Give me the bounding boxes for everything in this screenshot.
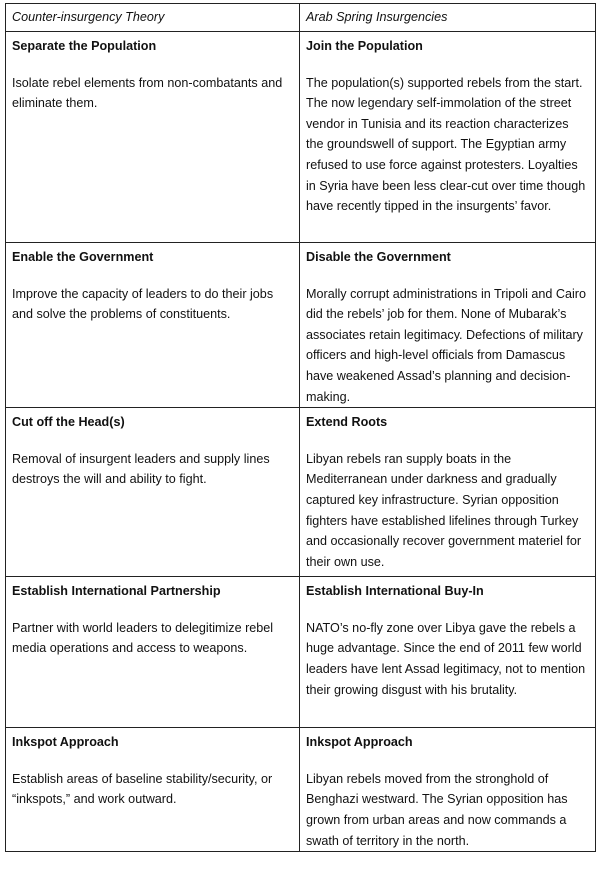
theory-description: Improve the capacity of leaders to do their jobs and solve the problems of constituents. [12, 286, 274, 322]
insurgency-cell [300, 408, 596, 577]
insurgency-title: Inkspot Approach [306, 735, 413, 750]
table-header-row [6, 4, 596, 32]
insurgency-title: Establish International Buy-In [306, 584, 484, 599]
insurgency-description: Libyan rebels moved from the stronghold of Benghazi westward. The Syrian opposition has grown from urban areas and now commands a swath of territory in the north. [306, 771, 568, 848]
theory-title: Establish International Partnership [12, 584, 221, 599]
insurgency-title: Extend Roots [306, 415, 388, 430]
theory-cell [6, 577, 300, 728]
theory-title: Inkspot Approach [12, 735, 119, 750]
theory-cell [6, 243, 300, 408]
comparison-table [5, 3, 596, 852]
insurgency-title: Join the Population [306, 39, 423, 53]
theory-title: Enable the Government [12, 250, 154, 264]
table-row [6, 577, 596, 728]
theory-title: Separate the Population [12, 39, 157, 53]
insurgency-description: Morally corrupt administrations in Tripoli and Cairo did the rebels’ job for them. None of Mubarak’s associates retain legitimacy. Defections of military officers and high-level officials from Damascus have weakened Assad’s planning and decision-making. [306, 286, 586, 404]
table-row [6, 32, 596, 243]
table-row [6, 728, 596, 852]
table-row [6, 408, 596, 577]
insurgency-cell [300, 243, 596, 408]
insurgency-description: The population(s) supported rebels from the start. The now legendary self-immolation of the street vendor in Tunisia and its reaction characterizes the groundswell of support. The Egyptian army refused to use force against protesters. Loyalties in Syria have been less clear-cut over time though have recently tipped in the insurgents’ favor. [306, 75, 586, 214]
theory-description: Establish areas of baseline stability/security, or “inkspots,” and work outward. [12, 771, 273, 807]
insurgency-cell [300, 32, 596, 243]
theory-description: Partner with world leaders to delegitimize rebel media operations and access to weapons. [12, 620, 274, 656]
column-header-right: Arab Spring Insurgencies [300, 4, 596, 32]
insurgency-title: Disable the Government [306, 250, 451, 264]
theory-description: Isolate rebel elements from non-combatants and eliminate them. [12, 75, 283, 111]
theory-title: Cut off the Head(s) [12, 415, 125, 430]
insurgency-cell [300, 577, 596, 728]
table-row [6, 243, 596, 408]
insurgency-description: NATO’s no-fly zone over Libya gave the rebels a huge advantage. Since the end of 2011 few world leaders have lent Assad legitimacy, not to mention their growing disgust with his brutality. [306, 620, 586, 697]
column-header-left: Counter-insurgency Theory [6, 4, 300, 32]
theory-cell [6, 408, 300, 577]
theory-cell [6, 32, 300, 243]
insurgency-cell [300, 728, 596, 852]
theory-cell [6, 728, 300, 852]
theory-description: Removal of insurgent leaders and supply lines destroys the will and ability to fight. [12, 451, 270, 487]
insurgency-description: Libyan rebels ran supply boats in the Mediterranean under darkness and gradually captured key infrastructure. Syrian opposition fighters have established lifelines through Turkey and occasionally recover government materiel for their own use. [306, 451, 582, 569]
